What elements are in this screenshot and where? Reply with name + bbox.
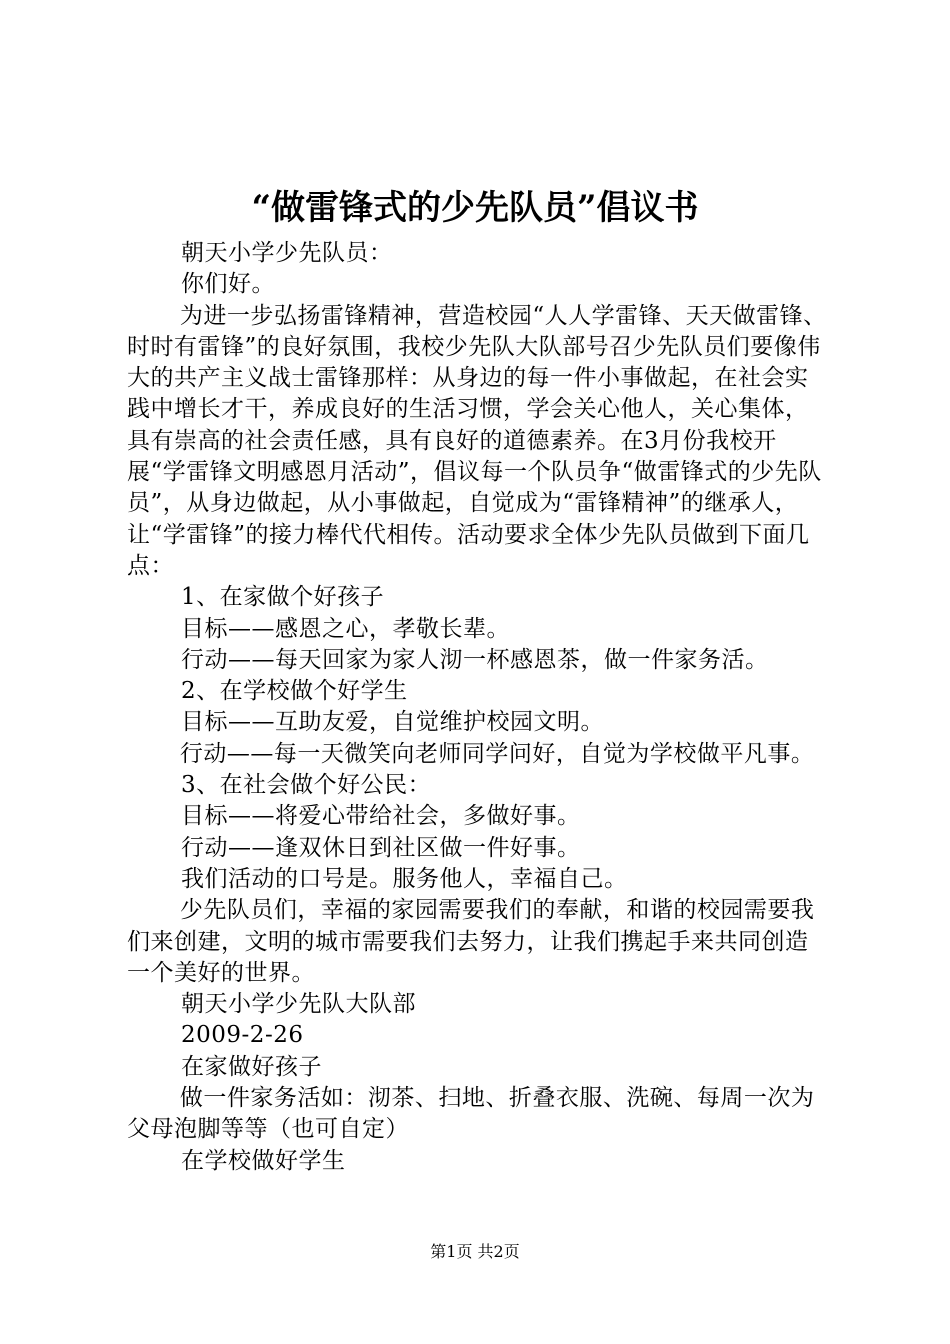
salutation: 朝天小学少先队员： [181, 240, 393, 266]
document-body [127, 238, 827, 1177]
greeting: 你们好。 [181, 271, 275, 298]
home-action: 行动——每天回家为家人沏一杯感恩茶，做一件家务活。 [181, 646, 769, 673]
item-heading-school: 2、在学校做个好学生 [181, 678, 408, 705]
intro-paragraph: 为进一步弘扬雷锋精神，营造校园“人人学雷锋、天天做雷锋、时时有雷锋”的良好氛围，我校少先队大队部号召少先队员们要像伟大的共产主义战士雷锋那样：从身边的每一件小事做起，在社会实践中增长才干，养成良好的生活习惯，学会关心他人，关心集体，具有崇高的社会责任感，具有良好的道德素养。在3月份我校开展“学雷锋文明感恩月活动”，倡议每一个队员争“做雷锋式的少先队员”，从身边做起，从小事做起，自觉成为“雷锋精神”的继承人，让“学雷锋”的接力棒代代相传。活动要求全体少先队员做到下面几点： [127, 302, 827, 579]
society-goal: 目标——将爱心带给社会，多做好事。 [181, 803, 581, 830]
item-heading-society: 3、在社会做个好公民： [181, 772, 432, 799]
school-action: 行动——每一天微笑向老师同学问好，自觉为学校做平凡事。 [179, 740, 815, 767]
document-title: “做雷锋式的少先队员”倡议书 [251, 188, 699, 228]
note-school-heading: 在学校做好学生 [181, 1147, 346, 1174]
note-home-detail: 做一件家务活如：沏茶、扫地、折叠衣服、洗碗、每周一次为父母泡脚等等（也可自定） [127, 1085, 815, 1143]
home-goal: 目标——感恩之心，孝敬长辈。 [181, 615, 510, 642]
society-action: 行动——逢双休日到社区做一件好事。 [181, 834, 581, 861]
note-home-heading: 在家做好孩子 [181, 1053, 322, 1080]
signature-org: 朝天小学少先队大队部 [181, 991, 416, 1018]
school-goal: 目标——互助友爱，自觉维护校园文明。 [181, 709, 604, 736]
closing-paragraph: 少先队员们，幸福的家园需要我们的奉献，和谐的校园需要我们来创建，文明的城市需要我们去努力，让我们携起手来共同创造一个美好的世界。 [127, 897, 815, 986]
page-number: 第1页 共2页 [430, 1242, 520, 1261]
item-heading-home: 1、在家做个好孩子 [181, 584, 385, 611]
slogan: 我们活动的口号是。服务他人，幸福自己。 [181, 865, 628, 892]
signature-date: 2009-2-26 [181, 1022, 304, 1049]
